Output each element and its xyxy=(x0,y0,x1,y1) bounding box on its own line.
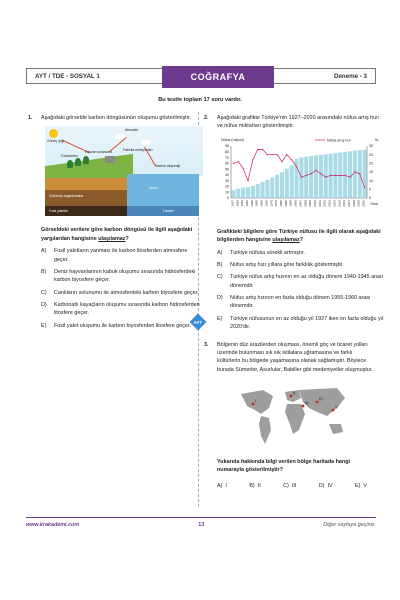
y-tick-left: 80 xyxy=(225,149,229,154)
x-tick-label: 2013 xyxy=(327,199,332,207)
y-tick-right: 20 xyxy=(369,161,373,166)
question-2 xyxy=(204,114,384,332)
answer-choices xyxy=(217,482,367,490)
answer-option[interactable] xyxy=(41,247,203,264)
question-prompt: Görseldeki verilere göre karbon döngüsü ile ilgili aşağıdaki yargılardan hangisine ulaşılamaz? xyxy=(41,227,193,242)
question-3 xyxy=(204,341,374,491)
x-tick-label: 1927 xyxy=(230,199,235,207)
answer-option[interactable] xyxy=(41,289,203,297)
population-bar xyxy=(275,174,279,197)
x-tick-label: 1975 xyxy=(274,199,279,207)
choice-value: II xyxy=(257,482,261,489)
option-letter: E) xyxy=(41,322,47,329)
option-text: Türkiye nüfusunun en az olduğu yıl 1927 iken en fazla olduğu yıl 2020'dir. xyxy=(230,315,384,331)
growth-rate-point xyxy=(296,166,297,167)
growth-rate-point xyxy=(359,173,360,174)
label-ocean-uptake: Karbon alışverişi xyxy=(155,164,181,169)
x-tick-label: 1960 xyxy=(259,199,264,207)
choice-value: V xyxy=(363,482,367,489)
x-tick-label: 1965 xyxy=(264,199,269,207)
growth-rate-point xyxy=(340,175,341,176)
y-tick-right: 25 xyxy=(369,152,373,157)
label-photosynthesis: Fotosentez xyxy=(61,154,78,159)
population-bar xyxy=(314,155,318,198)
choice-letter: E) xyxy=(354,482,361,489)
carbon-cycle-illustration xyxy=(45,126,203,220)
answer-choice[interactable] xyxy=(319,482,333,490)
x-tick-label: 2014 xyxy=(332,199,337,207)
answer-option[interactable] xyxy=(217,315,385,332)
answer-option[interactable] xyxy=(217,261,385,269)
option-text: Karbonatlı kayaçların oluşumu sırasında karbon hidrosferden litosfere geçer. xyxy=(54,302,200,317)
question-stem: Bölgenin düz arazilerden oluşması, önemli göç ve ticaret yolları üzerinde bulunması sık sık istilalara uğramasına ve farklı kültürlerin bu bölgede yaşamasına olanak sağlamıştır. Böylece burada Sümerler, Asurlular, Babiller gibi medeniyetler oluşmuştur. xyxy=(217,341,373,373)
chart-svg xyxy=(217,134,385,222)
x-tick-label: 1955 xyxy=(254,199,259,207)
population-bar xyxy=(270,177,274,198)
y-label-right: ‰ xyxy=(375,137,379,142)
choice-letter: A) xyxy=(217,482,223,489)
answer-choice[interactable] xyxy=(283,482,296,490)
x-tick-label: 2010 xyxy=(313,199,317,207)
option-text: Türkiye nüfus artış hızının en az olduğu dönem 1940-1945 arası dönemdir. xyxy=(230,274,384,289)
answer-choice[interactable] xyxy=(217,482,227,490)
label-sun: Güneş ışığı xyxy=(47,139,65,144)
answer-option[interactable] xyxy=(41,268,203,285)
growth-rate-point xyxy=(286,154,287,155)
map-mark-dot xyxy=(316,401,319,404)
map-mark-dot xyxy=(290,395,293,398)
answer-option[interactable] xyxy=(217,249,385,257)
question-stem: Aşağıdaki grafikte Türkiye'nin 1927–2020 arasındaki nüfus artış hızı ve nüfus miktarları gösterilmiştir. xyxy=(217,115,379,130)
population-chart xyxy=(217,134,385,222)
choice-value: I xyxy=(225,482,227,489)
page-footer xyxy=(26,517,376,528)
publisher-site: www.krakademi.com xyxy=(26,522,80,528)
y-tick-right: 30 xyxy=(369,143,373,148)
population-bar xyxy=(319,155,323,198)
x-tick-label: 1970 xyxy=(269,199,274,207)
y-tick-left: 70 xyxy=(225,155,229,160)
y-label-left: Nüfus (milyon) xyxy=(221,137,245,142)
x-tick-label: 1935 xyxy=(235,199,240,207)
growth-rate-point xyxy=(243,168,244,169)
population-bar xyxy=(285,168,289,197)
map-mark-label: V xyxy=(335,404,338,410)
option-letter: E) xyxy=(217,315,223,322)
y-tick-right: 10 xyxy=(369,178,373,183)
growth-rate-point xyxy=(364,187,365,188)
y-tick-left: 60 xyxy=(225,161,229,166)
option-letter: D) xyxy=(41,302,47,308)
growth-rate-point xyxy=(238,161,239,162)
page-number: 13 xyxy=(198,522,205,528)
population-bar xyxy=(251,186,255,198)
y-tick-left: 90 xyxy=(225,143,229,148)
y-tick-left: 40 xyxy=(225,172,229,177)
population-bar xyxy=(348,151,352,198)
label-decay: Çürümüş organizmalar xyxy=(49,194,84,199)
y-tick-left: 50 xyxy=(225,167,229,172)
growth-rate-point xyxy=(315,169,316,170)
growth-rate-point xyxy=(330,175,331,176)
legend-label: Nüfus artış hızı xyxy=(327,138,352,143)
growth-rate-point xyxy=(267,154,268,155)
exam-number: Deneme - 3 xyxy=(333,72,367,80)
population-bar xyxy=(309,156,313,198)
answer-option[interactable] xyxy=(217,273,385,290)
option-text: Nüfus artış hızının en fazla olduğu dönem 1955-1960 arası dönemdir. xyxy=(230,295,371,310)
growth-rate-point xyxy=(233,162,234,163)
growth-rate-point xyxy=(272,154,273,155)
right-column xyxy=(204,114,384,490)
question-prompt: Yukarıda hakkında bilgi verilen bölge haritada hangi numarayla gösterilmiştir? xyxy=(217,459,351,474)
map-mark-dot xyxy=(252,403,255,406)
growth-rate-point xyxy=(335,175,336,176)
population-bar xyxy=(265,180,269,198)
option-letter: A) xyxy=(217,249,223,256)
population-bar xyxy=(290,165,294,198)
choice-letter: D) xyxy=(318,482,325,489)
option-letter: A) xyxy=(41,248,47,255)
option-letter: D) xyxy=(217,295,223,301)
label-ocean: Deniz xyxy=(149,186,158,191)
population-bar xyxy=(241,187,245,197)
growth-rate-point xyxy=(311,173,312,174)
answer-option[interactable] xyxy=(217,294,385,311)
growth-rate-point xyxy=(306,175,307,176)
growth-rate-point xyxy=(291,159,292,160)
option-text: Deniz hayvanlarının kabuk oluşumu sırasında hidrosferdeki karbon biyosfere geçer. xyxy=(54,268,196,284)
publisher-badge-icon: AYT xyxy=(190,314,207,331)
choice-letter: C) xyxy=(283,482,289,489)
growth-rate-point xyxy=(257,149,258,150)
option-letter: B) xyxy=(217,261,223,268)
option-letter: B) xyxy=(41,268,47,275)
population-bar xyxy=(363,149,367,197)
choice-value: IV xyxy=(327,482,333,489)
x-tick-label: 1980 xyxy=(279,199,283,207)
answer-option[interactable] xyxy=(41,301,203,318)
label-respiration: Hayvan solunumu xyxy=(85,150,113,155)
x-tick-label: 2000 xyxy=(293,199,298,207)
option-text: Fosil yakıt oluşumu ile karbon biyosferden litosfere geçer. xyxy=(54,322,191,329)
exam-header xyxy=(26,68,376,84)
option-text: Türkiye nüfusu sürekli artmıştır. xyxy=(230,249,305,256)
x-label: Yıllar xyxy=(370,201,379,206)
question-number: 1. xyxy=(28,115,33,121)
y-tick-left: 30 xyxy=(225,178,229,183)
option-text: Nüfus artış hızı yıllara göre farklılık göstermiştir. xyxy=(230,261,344,268)
x-tick-label: 2015 xyxy=(337,199,342,207)
x-tick-label: 2017 xyxy=(347,199,351,207)
x-tick-label: 2007 xyxy=(298,199,303,207)
option-letter: C) xyxy=(41,289,47,296)
x-tick-label: 1985 xyxy=(283,199,288,207)
next-page-note: Diğer sayfaya geçiniz. xyxy=(323,522,376,528)
growth-rate-point xyxy=(354,171,355,172)
question-count-notice: Bu testte toplam 17 soru vardır. xyxy=(158,97,242,103)
growth-rate-point xyxy=(281,161,282,162)
y-tick-right: 5 xyxy=(369,187,371,192)
growth-rate-point xyxy=(252,159,253,160)
question-number: 3. xyxy=(204,341,209,348)
growth-rate-point xyxy=(349,176,350,177)
label-factory: Fabrika emisyonları xyxy=(123,148,153,153)
growth-rate-point xyxy=(345,175,346,176)
map-mark-label: IV xyxy=(319,396,323,402)
x-tick-label: 2018 xyxy=(351,199,356,207)
y-tick-right: 0 xyxy=(369,195,371,200)
population-bar xyxy=(304,156,308,197)
choice-value: III xyxy=(291,482,297,489)
question-stem: Aşağıdaki görselde karbon döngüsünün oluşumu gösterilmiştir. xyxy=(41,115,191,121)
label-fossil: Fosil yakıtlar xyxy=(49,209,69,214)
choice-letter: B) xyxy=(249,482,255,489)
x-tick-label: 1950 xyxy=(249,199,254,207)
population-bar xyxy=(246,187,250,198)
answer-option[interactable] xyxy=(41,322,203,330)
population-bar xyxy=(261,182,265,198)
x-tick-label: 2016 xyxy=(342,199,347,207)
population-bar xyxy=(280,172,284,198)
x-tick-label: 1945 xyxy=(245,199,249,207)
x-tick-label: 2011 xyxy=(317,199,322,207)
x-tick-label: 2012 xyxy=(322,199,327,207)
label-lithosphere: Litosfer xyxy=(163,209,175,214)
growth-rate-point xyxy=(277,154,278,155)
growth-rate-point xyxy=(247,180,248,181)
map-mark-dot xyxy=(302,405,305,408)
y-tick-left: 10 xyxy=(225,190,229,195)
population-bar xyxy=(236,188,240,197)
x-tick-label: 2020 xyxy=(361,199,366,207)
growth-rate-point xyxy=(320,173,321,174)
answer-choice[interactable] xyxy=(249,482,260,490)
answer-choice[interactable] xyxy=(355,482,367,490)
question-number: 2. xyxy=(204,115,209,121)
population-bar xyxy=(256,184,260,198)
subject-title: COĞRAFYA xyxy=(162,66,274,88)
map-mark-label: III xyxy=(305,400,309,406)
map-mark-dot xyxy=(332,409,335,412)
option-text: Canlıların solunumu ile atmosferdeki karbon biyosfere geçer. xyxy=(54,289,199,296)
growth-rate-point xyxy=(325,176,326,177)
growth-rate-point xyxy=(301,176,302,177)
x-tick-label: 2009 xyxy=(308,199,313,207)
world-map xyxy=(233,380,353,452)
y-tick-left: 20 xyxy=(225,184,229,189)
map-mark-label: II xyxy=(293,390,296,396)
population-bar xyxy=(353,150,357,197)
label-atmosphere: Atmosfer xyxy=(125,128,139,133)
x-tick-label: 2008 xyxy=(303,199,308,207)
x-tick-label: 1990 xyxy=(288,199,293,207)
map-mark-label: I xyxy=(255,398,257,404)
option-text: Fosil yakıtların yanması ile karbon litosferden atmosfere geçer. xyxy=(54,248,188,263)
map-marks xyxy=(233,380,353,452)
x-tick-label: 1940 xyxy=(240,199,245,207)
y-tick-left: 0 xyxy=(227,195,229,200)
question-prompt: Grafikteki bilgilere göre Türkiye nüfusu ile ilgili olarak aşağıdaki bilgilerden hangisine ulaşılamaz? xyxy=(217,228,381,244)
population-bar xyxy=(231,190,235,198)
y-tick-right: 15 xyxy=(369,169,373,174)
option-letter: C) xyxy=(217,274,223,281)
x-tick-label: 2019 xyxy=(356,199,361,207)
exam-code: AYT / TDE - SOSYAL 1 xyxy=(35,72,100,80)
growth-rate-point xyxy=(262,149,263,150)
